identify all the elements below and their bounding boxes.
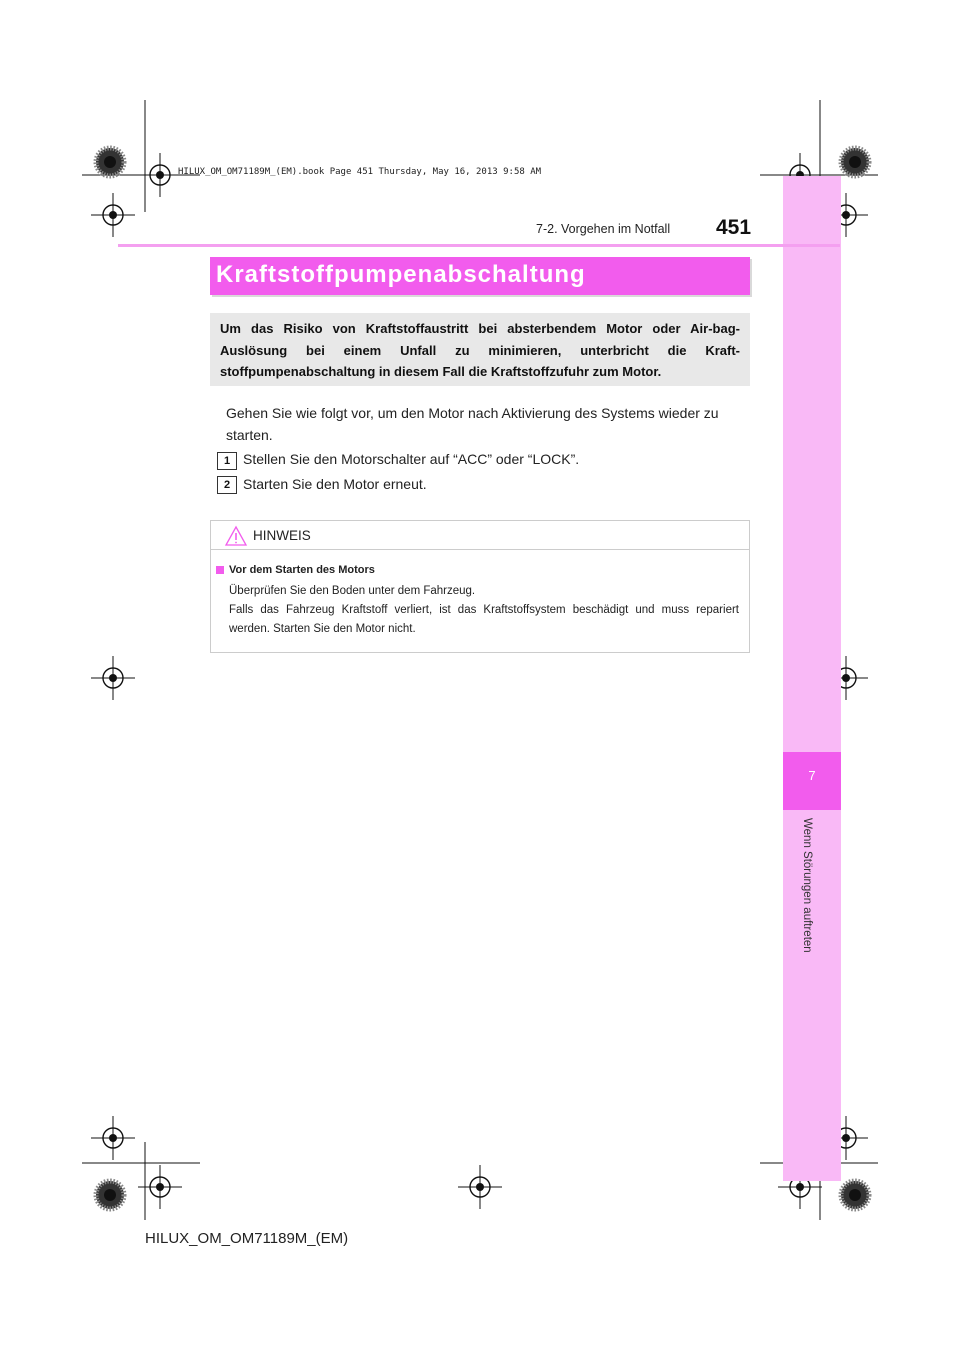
warning-triangle-icon bbox=[224, 525, 248, 547]
notice-header-rule bbox=[210, 549, 750, 550]
header-rule bbox=[118, 244, 840, 247]
chapter-label: Wenn Störungen auftreten bbox=[801, 818, 813, 953]
body-paragraph: Gehen Sie wie folgt vor, um den Motor nach Aktivierung des Systems wieder zu starten. bbox=[226, 405, 719, 443]
bullet-square-icon bbox=[216, 566, 224, 574]
step-2-badge: 2 bbox=[217, 476, 237, 494]
footer-code: HILUX_OM_OM71189M_(EM) bbox=[145, 1230, 349, 1247]
notice-line-1: Überprüfen Sie den Boden unter dem Fahrzeug. bbox=[229, 585, 476, 597]
notice-line-2: Falls das Fahrzeug Kraftstoff verliert, ist das Kraftstoffsystem beschädigt und muss repariert werden. Starten Sie den Motor nicht. bbox=[229, 604, 739, 635]
notice-subheading: Vor dem Starten des Motors bbox=[229, 564, 375, 576]
page-number: 451 bbox=[716, 216, 752, 239]
step-1-text: Stellen Sie den Motorschalter auf “ACC” oder “LOCK”. bbox=[243, 451, 580, 467]
intro-text: Um das Risiko von Kraftstoffaustritt bei absterbendem Motor oder Air-bag-Auslösung bei einem Unfall zu minimieren, unterbricht die Kraft-stoffpumpenabschaltung in diesem Fall die Kraftstoffzufuhr zum Motor. bbox=[220, 321, 740, 379]
chapter-number: 7 bbox=[808, 768, 816, 783]
notice-text bbox=[229, 582, 739, 639]
notice-title: HINWEIS bbox=[253, 528, 311, 543]
section-reference: 7-2. Vorgehen im Notfall bbox=[536, 222, 671, 236]
step-2-text: Starten Sie den Motor erneut. bbox=[243, 476, 427, 492]
chapter-side-tab bbox=[783, 176, 841, 1181]
step-1-badge: 1 bbox=[217, 452, 237, 470]
book-file-info: HILUX_OM_OM71189M_(EM).book Page 451 Thursday, May 16, 2013 9:58 AM bbox=[178, 167, 542, 177]
page-title: Kraftstoffpumpenabschaltung bbox=[216, 261, 586, 288]
